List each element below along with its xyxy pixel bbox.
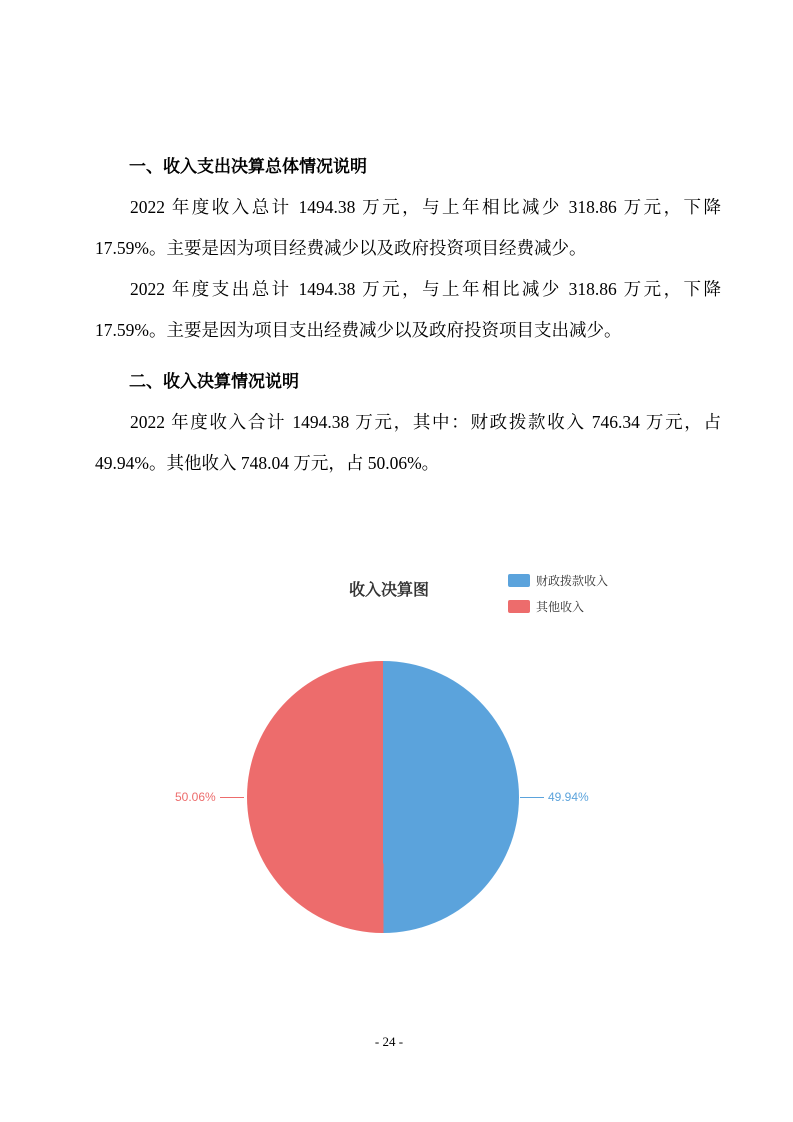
page-number: - 24 - <box>374 1034 404 1049</box>
legend-item-fiscal-appropriation-income[interactable] <box>508 572 608 589</box>
pie-circle <box>247 661 519 933</box>
income-final-accounts-chart <box>0 560 793 960</box>
chart-legend <box>508 572 608 615</box>
pie-label-right <box>520 790 589 804</box>
legend-label-other-income: 其他收入 <box>536 600 585 614</box>
paragraph-income-detail: 2022 年度收入合计 1494.38 万元，其中：财政拨款收入 746.34 万元，占 49.94%。其他收入 748.04 万元，占 50.06%。 <box>95 412 721 473</box>
pie-leader-line-left <box>220 797 244 798</box>
document-body <box>95 146 721 484</box>
legend-label-fiscal-appropriation-income: 财政拨款收入 <box>536 574 609 588</box>
pie-leader-line-right <box>520 797 544 798</box>
section-heading-income: 二、收入决算情况说明 <box>129 372 299 391</box>
pie-label-left <box>175 790 244 804</box>
pie-label-left-text: 50.06% <box>175 790 216 804</box>
legend-swatch-red <box>508 600 530 613</box>
pie-label-right-text: 49.94% <box>548 790 589 804</box>
chart-title: 收入决算图 <box>348 582 429 599</box>
legend-swatch-blue <box>508 574 530 587</box>
section-heading-overall: 一、收入支出决算总体情况说明 <box>129 157 367 176</box>
paragraph-expenditure-total: 2022 年度支出总计 1494.38 万元，与上年相比减少 318.86 万元，下降 17.59%。主要是因为项目支出经费减少以及政府投资项目支出减少。 <box>95 279 721 340</box>
legend-item-other-income[interactable] <box>508 598 608 615</box>
paragraph-income-total: 2022 年度收入总计 1494.38 万元，与上年相比减少 318.86 万元，下降 17.59%。主要是因为项目经费减少以及政府投资项目经费减少。 <box>95 197 721 258</box>
